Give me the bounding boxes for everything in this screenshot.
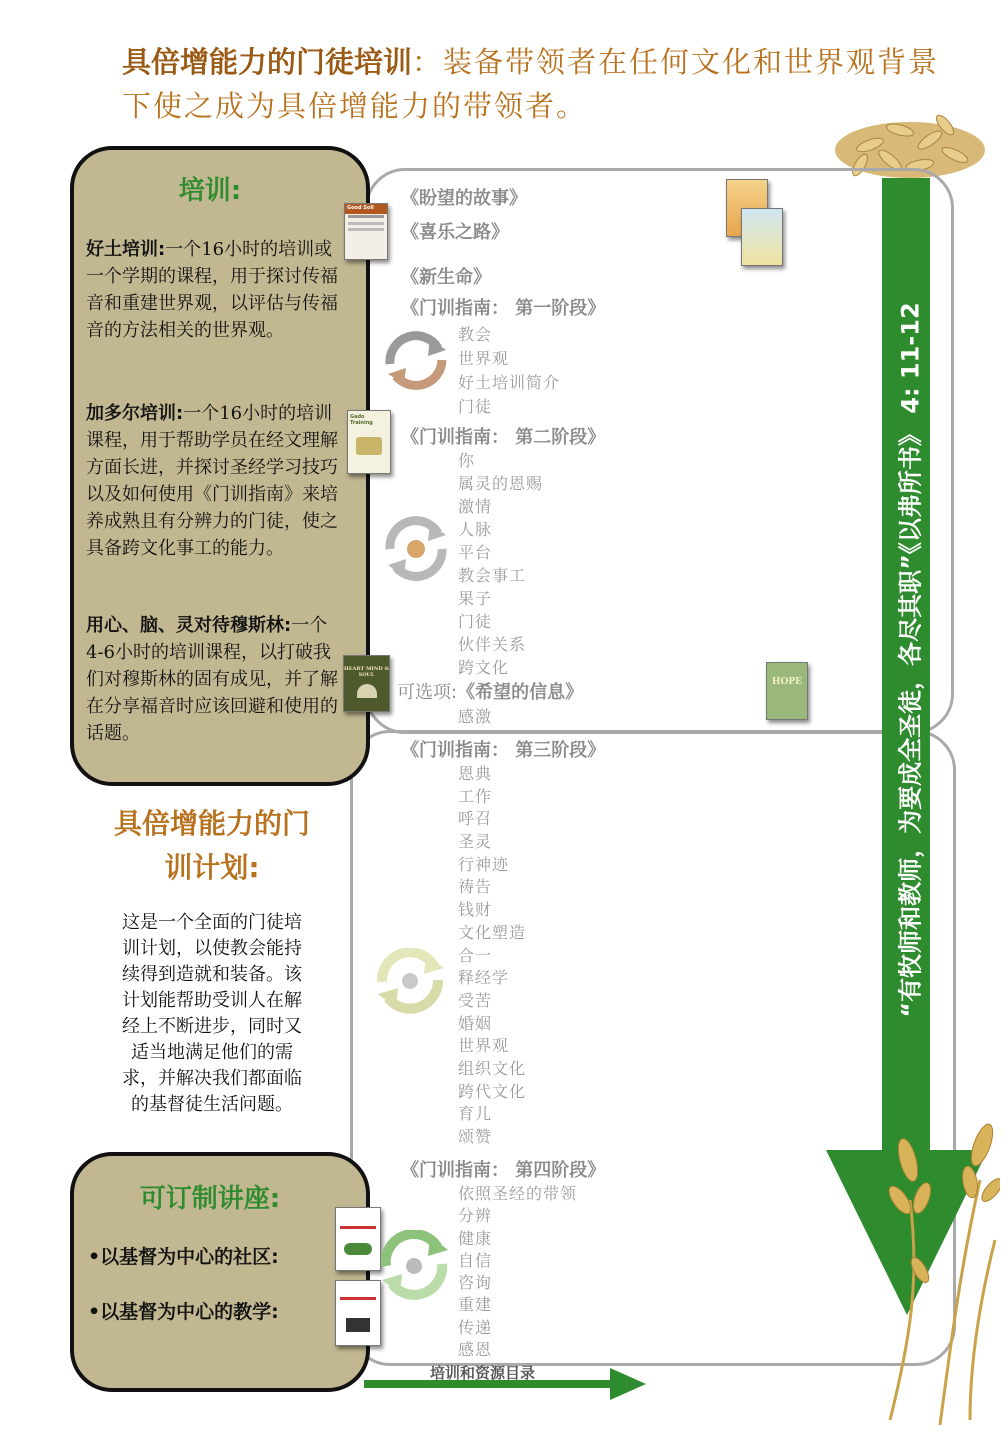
seminars-heading: 可订制讲座: [139, 1184, 281, 1214]
plan-heading-line1: 具倍增能力的门 [113, 807, 310, 840]
list-item: 健康 [458, 1228, 493, 1248]
muslim-title: 用心、脑、灵对待穆斯林: [86, 615, 292, 636]
muslim-text: 一个4-6小时的培训课程，以打破我们对穆斯林的固有成见，并了解在分享福音时应该回避和使用的话题。 [86, 615, 338, 744]
training-panel [70, 146, 370, 786]
seminars-panel [70, 1152, 370, 1392]
book-new-life: 《新生命》 [401, 267, 491, 288]
plan-text-line: 这是一个全面的门徒培 [122, 912, 302, 933]
list-item: 你 [458, 451, 476, 470]
list-item: 婚姻 [458, 1013, 493, 1033]
good-soil-text: 一个16小时的培训或一个学期的课程，用于探讨传福音和重建世界观，以评估与传福音的方法相关的世界观。 [86, 239, 338, 341]
plan-text-line: 的基督徒生活问题。 [131, 1094, 293, 1115]
gado-block [86, 400, 344, 562]
list-item: 呼召 [458, 809, 493, 829]
plan-heading [92, 802, 332, 890]
plan-text-line: 续得到造就和装备。该 [122, 964, 302, 985]
list-item: 伙伴关系 [458, 635, 527, 654]
way-of-joy-thumbnail[interactable] [741, 208, 783, 266]
upper-frame [365, 168, 954, 734]
list-item: 育儿 [458, 1104, 493, 1124]
optional-book [397, 678, 583, 704]
stage1-list [458, 322, 560, 418]
good-soil-title: 好土培训: [86, 239, 166, 260]
list-item: 跨代文化 [458, 1081, 527, 1101]
vertical-quote: “有牧师和教师，为要成全圣徒，各尽其职”《以弗所书》 4: 11-12 [896, 302, 925, 1018]
list-item: 圣灵 [458, 832, 493, 852]
book-stage3: 《门训指南： 第三阶段》 [401, 740, 606, 761]
list-item: 分辨 [458, 1206, 493, 1226]
muslim-block [86, 612, 344, 747]
stage3-cycle-icon [374, 948, 446, 1014]
book-way-of-joy: 《喜乐之路》 [401, 222, 509, 243]
optional-title: 《希望的信息》 [457, 682, 584, 703]
list-item: 恩典 [458, 764, 493, 783]
list-item: 感恩 [458, 1340, 493, 1360]
seminar-item-teaching: •以基督为中心的教学: [88, 1301, 279, 1323]
optional-prefix: 可选项: [397, 682, 458, 703]
stage4-cycle-icon [378, 1230, 450, 1300]
list-item: 属灵的恩赐 [458, 474, 544, 493]
gado-text: 一个16小时的培训课程，用于帮助学员在经文理解方面长进，并探讨圣经学习技巧以及如何使用《门训指南》来培养成熟且有分辨力的门徒，使之具备跨文化事工的能力。 [86, 403, 338, 559]
list-item: 跨文化 [458, 658, 510, 677]
message-of-hope-thumbnail[interactable] [766, 662, 808, 720]
title-strong: 具倍增能力的门徒培训 [122, 45, 413, 79]
page-title [122, 40, 942, 128]
list-item: 依照圣经的带领 [458, 1184, 578, 1203]
muslim-thumb-label: HEART MIND & SOUL [344, 666, 389, 678]
list-item: 世界观 [458, 349, 510, 368]
plan-text-line: 计划能帮助受训人在解 [122, 990, 302, 1011]
gado-title: 加多尔培训: [86, 403, 184, 424]
footer-arrow-head-icon [610, 1368, 646, 1400]
stage4-list [458, 1181, 577, 1359]
list-item: 教会事工 [458, 566, 527, 585]
list-item: 门徒 [458, 612, 493, 631]
teaching-seminar-thumbnail[interactable] [335, 1280, 381, 1346]
message-of-hope-thumb-label: HOPE [772, 677, 802, 687]
community-seminar-thumbnail[interactable] [335, 1207, 381, 1271]
plan-text-line: 适当地满足他们的需 [131, 1042, 293, 1063]
list-item: 释经学 [458, 968, 510, 988]
list-item: 颂赞 [458, 1127, 493, 1146]
list-item: 激情 [458, 497, 493, 516]
list-item: 好土培训简介 [458, 373, 561, 392]
stage2-list [458, 448, 543, 678]
list-item: 组织文化 [458, 1058, 527, 1078]
list-item: 祷告 [458, 877, 493, 897]
stage1-cycle-icon [382, 330, 450, 392]
plan-heading-line2: 训计划: [164, 851, 260, 884]
plan-text-line: 经上不断进步，同时又 [122, 1016, 302, 1037]
muslim-thumbnail[interactable] [343, 655, 390, 712]
wheat-stalks-icon [850, 1120, 1000, 1430]
plan-text-line: 训计划，以使教会能持 [122, 938, 302, 959]
list-item: 钱财 [458, 900, 493, 920]
list-item: 咨询 [458, 1273, 493, 1293]
gado-thumbnail[interactable] [347, 410, 391, 474]
good-soil-block [86, 236, 344, 344]
book-stage4: 《门训指南： 第四阶段》 [401, 1160, 606, 1181]
plan-text-line: 求，并解决我们都面临 [122, 1068, 302, 1089]
good-soil-thumb-label: Good Soil [347, 205, 374, 211]
list-item: 重建 [458, 1295, 493, 1315]
list-item: 合一 [458, 945, 493, 965]
list-item: 平台 [458, 543, 493, 562]
stage3-list [458, 761, 526, 1147]
list-item: 感激 [458, 707, 493, 726]
list-item: 行神迹 [458, 854, 510, 874]
list-item: 工作 [458, 786, 493, 806]
list-item: 教会 [458, 325, 493, 344]
gado-thumb-label: Gado Training [350, 414, 373, 426]
list-item: 果子 [458, 589, 493, 608]
book-stage1: 《门训指南： 第一阶段》 [401, 298, 606, 319]
list-item: 世界观 [458, 1036, 510, 1056]
title-rest: ：装备带领者在任何文化和世界观背景下使之成为具倍增能力的带领者。 [122, 45, 940, 123]
good-soil-thumbnail[interactable] [344, 203, 388, 260]
seminar-item-community: •以基督为中心的社区: [88, 1246, 279, 1268]
plan-text [92, 910, 332, 1118]
list-item: 自信 [458, 1250, 493, 1270]
book-stage2: 《门训指南： 第二阶段》 [401, 427, 606, 448]
list-item: 文化塑造 [458, 922, 527, 942]
list-item: 受苦 [458, 990, 493, 1010]
list-item: 人脉 [458, 520, 493, 539]
footer-label[interactable]: 培训和资源目录 [430, 1364, 536, 1382]
stage2-cycle-icon [382, 515, 450, 585]
training-heading: 培训: [178, 176, 242, 206]
book-story-of-hope: 《盼望的故事》 [401, 188, 527, 209]
list-item: 门徒 [458, 397, 493, 416]
list-item: 传递 [458, 1317, 493, 1337]
